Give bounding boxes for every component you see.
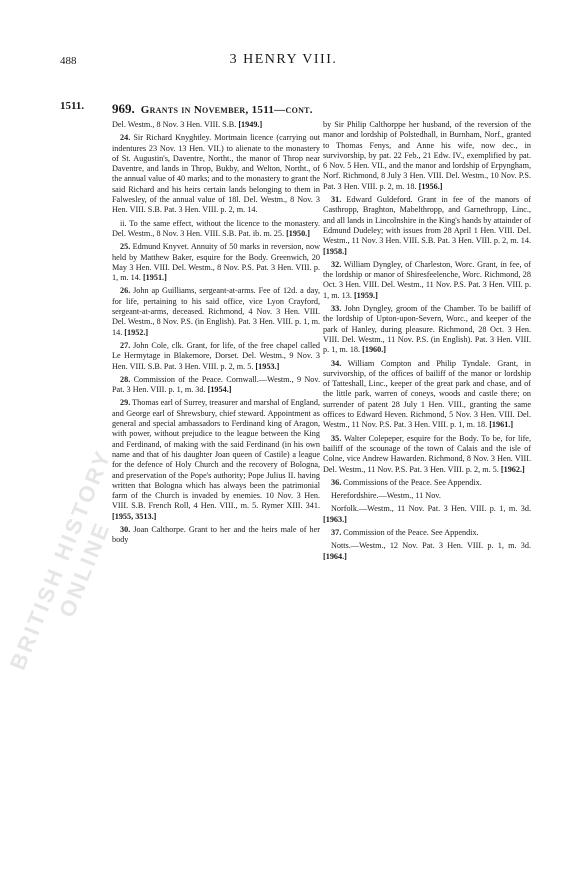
entry-reference: [1951.] (142, 273, 167, 283)
entry-number: 36. (331, 477, 342, 487)
calendar-entry (323, 260, 531, 301)
calendar-entry (112, 286, 320, 337)
calendar-entry (323, 478, 531, 488)
calendar-entry (112, 375, 320, 396)
entry-number: 28. (120, 374, 131, 384)
entry-text: Del. Westm., 8 Nov. 3 Hen. VIII. S.B. (112, 120, 237, 129)
grant-heading (112, 101, 313, 117)
entry-number: 33. (331, 304, 342, 314)
entry-text: John ap Guilliams, sergeant-at-arms. Fee of 12d. a day, for life, pertaining to his said office, vice Lyon Crayford, sergeant-at-arms, deceased. Richmond, 4 Nov. 3 Hen. VIII. Del. Westm., 8 Nov. P.S. (in English). Pat. 3 Hen. VIII. p. 1, m. 14. (112, 286, 320, 337)
entry-reference: [1954.] (207, 385, 232, 395)
entry-text: Thomas earl of Surrey, treasurer and marshal of England, and George earl of Shrewsbury, chief steward. Appointment as general and special ambassadors to Ferdinand king of Aragon, with power, without prejudice to the league between the King and Ferdinand, of making with the said Ferdinand (in his own name and that of his daughter Joan queen of Castile) a league for the defence of Holy Church and the recovery of Bologna, and preservation of the Pope's authority; Pope Julius II. having written that Bologna which has always been the patrimonial farm of the Church is invaded by enemies. 10 Nov. 3 Hen. VIII. S.B. French Roll, 4 Hen. VIII., m. 5. Rymer XIII. 341. (112, 398, 320, 511)
entry-reference: [1962.] (500, 464, 525, 474)
entry-number: 32. (331, 259, 342, 269)
entry-text: by Sir Philip Calthorppe her husband, of the reversion of the manor and lordship of Polstedhall, in Burnham, Norf., granted to Thomas Fenys, and Anne his wife, now dec., in survivorship, by pat. 22 Feb., 21 Edw. IV., exemplified by pat. 6 Nov. 5 Hen. VII., and the manor and lordship of Erpyngham, Norf. Richmond, 8 July 3 Hen. VIII. Del. Westm., 10 Nov. P.S. Pat. 3 Hen. VIII. p. 2, m. 18. (323, 120, 531, 191)
entry-text: Norfolk.—Westm., 11 Nov. Pat. 3 Hen. VIII. p. 1, m. 3d. (331, 504, 531, 514)
entry-text: Edward Guldeford. Grant in fee of the manors of Casthropp, Braghton, Mabelthropp, and Garnethropp, Linc., and all lands in Lincolnshire in the King's hands by attainder of Edmund Dudeley; with issues from 28 April 1 Hen. VIII. Del. Westm., 11 Nov. 3 Hen. VIII. S.B. Pat. 3 Hen. VIII. p. 2, m. 14. (323, 195, 531, 246)
calendar-entry (323, 304, 531, 355)
calendar-entry (323, 504, 531, 525)
entry-text: Commissions of the Peace. See Appendix. (343, 477, 482, 487)
margin-year: 1511. (60, 100, 85, 112)
calendar-entry (323, 359, 531, 431)
entry-text: Notts.—Westm., 12 Nov. Pat. 3 Hen. VIII. p. 1, m. 3d. (331, 541, 531, 551)
calendar-entry (323, 541, 531, 562)
entry-text: William Dyngley, of Charleston, Worc. Grant, in fee, of the lordship or manor of Shiresfeelenche, Worc. Richmond, 28 Oct. 3 Hen. VIII. Del. Westm., 11 Nov. P.S. Pat. 3 Hen. VIII. p. 1, m. 13. (323, 259, 531, 300)
entry-reference: [1960.] (362, 345, 386, 355)
entry-text: ii. To the same effect, without the licence to the monastery. Del. Westm., 8 Nov. 3 Hen. VIII. S.B. Pat. ib. m. 25. (112, 218, 320, 238)
entry-reference: [1959.] (353, 290, 378, 300)
calendar-entry (323, 491, 531, 501)
calendar-entry (323, 434, 531, 475)
entry-number: 24. (120, 133, 131, 143)
entry-number: 27. (120, 340, 131, 350)
entry-text: William Compton and Philip Tyndale. Grant, in survivorship, of the offices of bailiff of the manor or lordship of Tatteshall, Linc., keeper of the great park and chase, and of the little park, warren of coneys, woods and castle there; on surrender of patent 28 July 1 Hen. VIII., granting the same offices to Edward Heven. Richmond, 5 Nov. 3 Hen. VIII. Del. Westm., 11 Nov. P.S. Pat. 3 Hen. VIII. p. 1, m. 18. (323, 358, 532, 430)
calendar-entry (323, 120, 531, 192)
right-column (323, 120, 531, 565)
entry-text: Walter Colepeper, esquire for the Body. To be, for life, bailiff of the scounage of the town of Calais and the isle of Colne, vice Andrew Hawarden. Richmond, 8 Nov. 3 Hen. VIII. Del. Westm., 11 Nov. P.S. Pat. 3 Hen. VIII. p. 2, m. 5. (323, 433, 531, 474)
entry-number: 34. (331, 358, 342, 368)
calendar-entry (112, 398, 320, 522)
calendar-entry (323, 528, 531, 538)
entry-number: 31. (331, 195, 342, 205)
entry-reference: [1958.] (323, 246, 347, 256)
watermark-text: BRITISH HISTORY ONLINE (4, 445, 117, 674)
entry-reference: [1956.] (418, 181, 443, 191)
entry-number: 25. (120, 242, 131, 252)
calendar-entry (112, 133, 320, 215)
grant-title: Grants in November, 1511—cont. (140, 104, 313, 116)
left-column (112, 120, 320, 549)
entry-text: John Dyngley, groom of the Chamber. To be bailiff of the lordship of Upton-upon-Severn, Worc., and keeper of the park of Hanley, during pleasure. Richmond, 28 Oct. 3 Hen. VIII. Del. Westm., 11 Nov. P.S. (in English). Pat. 3 Hen. VIII. p. 1, m. 18. (323, 304, 531, 355)
entry-text: Edmund Knyvet. Annuity of 50 marks in reversion, now held by Matthew Baker, esquire for the Body. Greenwich, 20 May 3 Hen. VIII. Del. Westm., 8 Nov. P.S. Pat. 3 Hen. VIII. p. 1, m. 14. (112, 242, 320, 283)
entry-text: Herefordshire.—Westm., 11 Nov. (331, 491, 441, 501)
entry-reference: [1953.] (255, 361, 280, 371)
entry-number: 29. (120, 398, 131, 408)
entry-number: 37. (331, 527, 342, 537)
entry-reference: [1964.] (323, 551, 347, 561)
running-title: 3 HENRY VIII. (229, 52, 338, 67)
calendar-entry (112, 341, 320, 372)
calendar-entry (112, 120, 320, 130)
entry-number: 35. (331, 433, 342, 443)
calendar-entry (112, 219, 320, 240)
entry-reference: [1952.] (124, 327, 149, 337)
entry-text: Commission of the Peace. Cornwall.—Westm., 9 Nov. Pat. 3 Hen. VIII. p. 1, m. 3d. (112, 374, 321, 395)
entry-reference: [1950.] (286, 228, 310, 238)
grant-number: 969. (112, 101, 135, 116)
calendar-entry (112, 242, 320, 283)
calendar-entry (323, 195, 531, 257)
entry-text: Sir Richard Knyghtley. Mortmain licence (carrying out indentures 23 Nov. 13 Hen. VII.) to alienate to the monastery of St. Augustin's, Daventre, Northt., the manor of Throp near Daventre, and lands in Throp, Bukby, and Welton, Northt., of the annual value of 40 marks; and to the monastery to grant the said Richard and his heirs certain lands belonging to them in Falwesley, of the annual value of 18l. Del. Westm., 8 Nov. 3 Hen. VIII. S.B. Pat. 3 Hen. VIII. p. 2, m. 14. (112, 133, 320, 215)
entry-reference: [1949.] (238, 120, 263, 129)
entry-reference: [1961.] (489, 420, 514, 430)
page-number: 488 (60, 55, 77, 67)
entry-text: Commission of the Peace. See Appendix. (343, 527, 479, 537)
entry-reference: [1963.] (323, 514, 347, 524)
calendar-entry (112, 525, 320, 546)
entry-number: 26. (120, 286, 131, 296)
entry-reference: [1955, 3513.] (112, 511, 157, 521)
entry-text: Joan Calthorpe. Grant to her and the heirs male of her body (112, 524, 320, 545)
entry-text: John Cole, clk. Grant, for life, of the free chapel called Le Hermytage in Blakemore, Dorset. Del. Westm., 9 Nov. 3 Hen. VIII. S.B. Pat. 3 Hen. VIII. p. 2, m. 5. (112, 340, 320, 371)
entry-number: 30. (120, 524, 131, 534)
